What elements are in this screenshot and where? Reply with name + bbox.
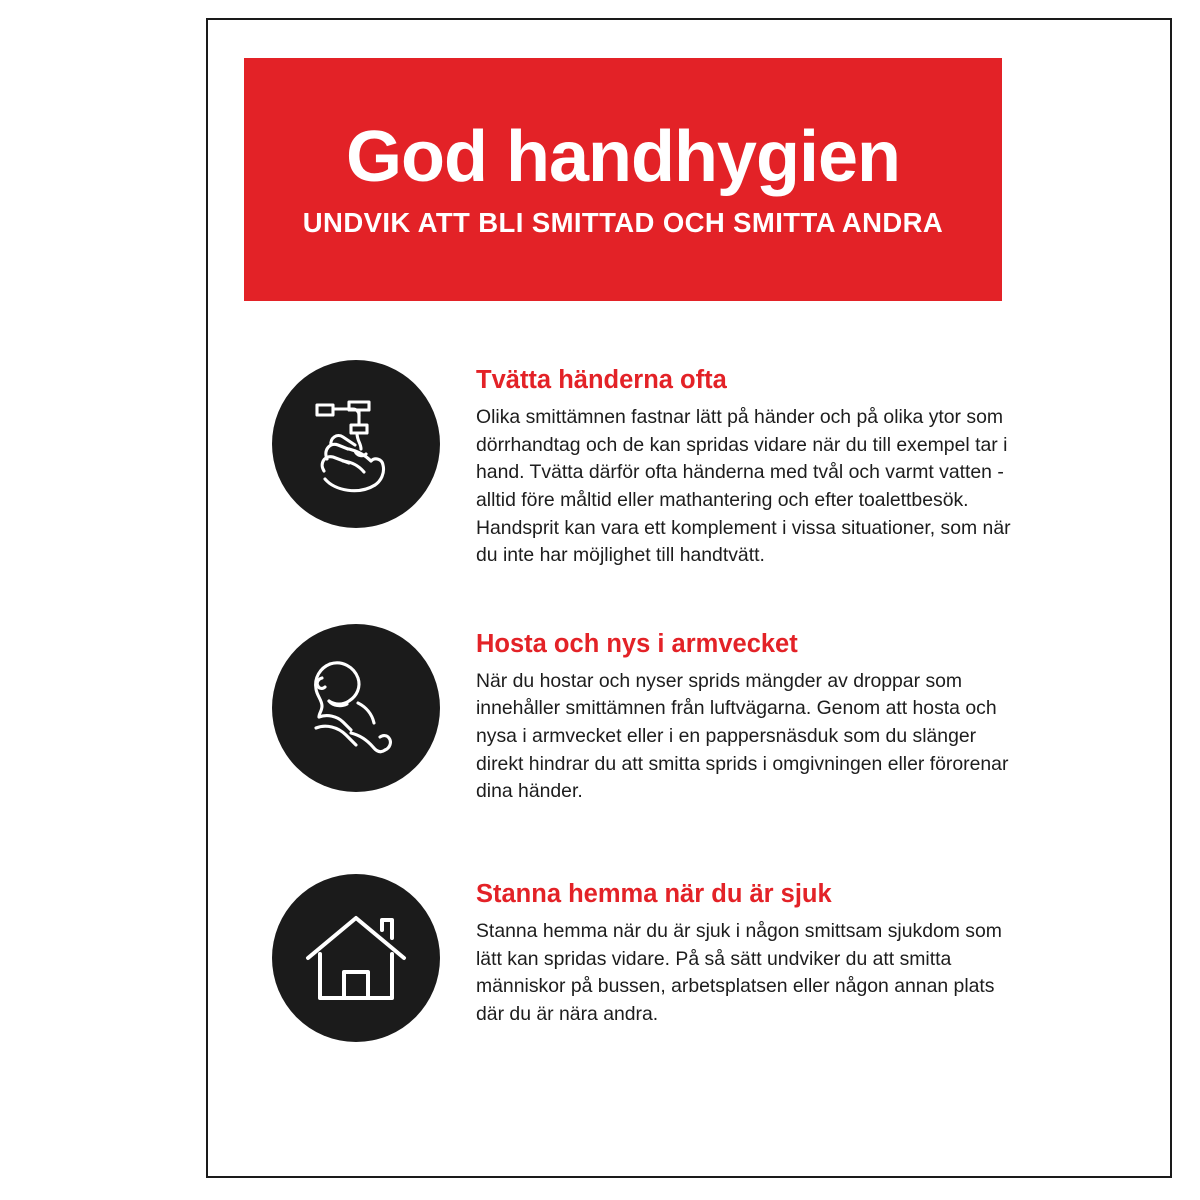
hygiene-poster	[206, 18, 1172, 1178]
section-title: Hosta och nys i armvecket	[476, 629, 798, 658]
tap-handwash-icon	[272, 360, 440, 528]
advice-text-block	[476, 874, 1016, 1029]
section-title: Tvätta händerna ofta	[476, 366, 727, 394]
section-title: Stanna hemma när du är sjuk	[476, 879, 832, 908]
section-body: Stanna hemma när du är sjuk i någon smittsam sjukdom som lätt kan spridas vidare. På så sätt undviker du att smitta människor på bussen, arbetsplatsen eller någon annan plats där du är nära andra.	[476, 919, 1002, 1025]
house-stay-home-icon	[272, 874, 440, 1042]
advice-section-wash-hands	[208, 360, 1170, 570]
advice-section-cough-elbow	[208, 624, 1170, 806]
cough-into-elbow-icon	[272, 624, 440, 792]
advice-section-stay-home	[208, 874, 1170, 1042]
advice-text-block	[476, 360, 1016, 570]
section-body: När du hostar och nyser sprids mängder av droppar som innehåller smittämnen från luftvägarna. Genom att hosta och nysa i armvecket eller i en pappersnäsduk som du slänger direkt hindrar du att smitta sprids i omgivningen eller förorenar dina händer.	[476, 669, 1009, 803]
page-subtitle: UNDVIK ATT BLI SMITTAD OCH SMITTA ANDRA	[302, 206, 944, 238]
advice-sections	[208, 360, 1170, 1042]
page-title: God handhygien	[346, 116, 900, 197]
section-body: Olika smittämnen fastnar lätt på händer och på olika ytor som dörrhandtag och de kan spridas vidare när du till exempel tar i hand. Tvätta därför ofta händerna med tvål och varmt vatten - alltid före måltid eller mathantering och efter toalettbesök. Handsprit kan vara ett komplement i vissa situationer, som när du inte har möjlighet till handtvätt.	[476, 406, 1011, 567]
poster-header	[244, 58, 1002, 301]
advice-text-block	[476, 624, 1016, 806]
